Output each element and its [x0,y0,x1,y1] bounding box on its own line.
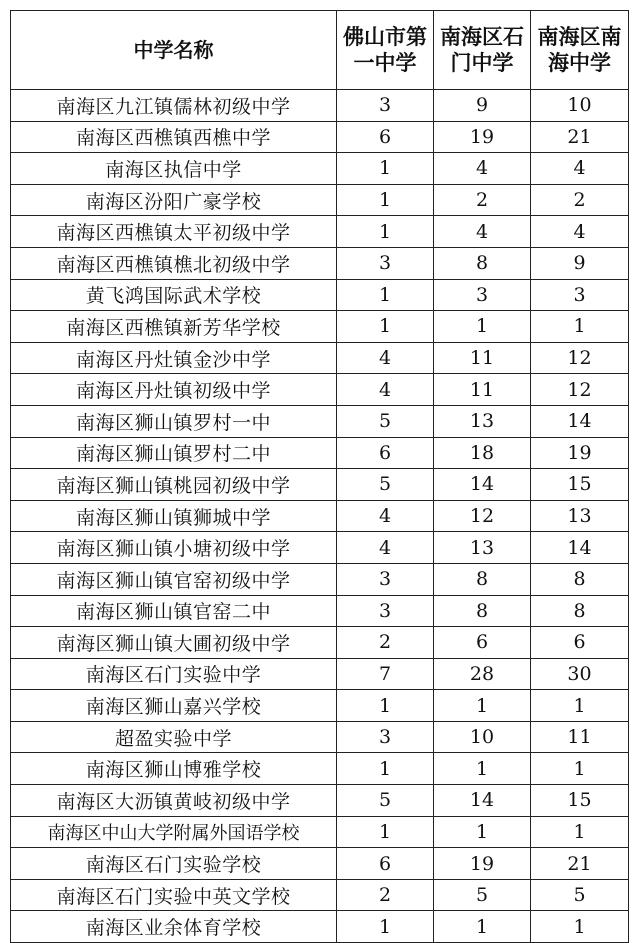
table-body [11,90,629,943]
school-name-cell: 南海区中山大学附属外国语学校 [11,816,337,848]
foshan-no1-count-cell: 1 [337,911,434,943]
header-shimen-line2: 门中学 [450,51,514,75]
school-name-cell: 南海区九江镇儒林初级中学 [11,90,337,122]
header-nanhai-line1: 南海区南 [537,25,622,49]
shimen-count-cell: 1 [434,690,531,722]
nanhai-count-cell: 11 [531,721,629,753]
table-row [11,216,629,248]
shimen-count-cell: 6 [434,627,531,659]
table-row [11,437,629,469]
table-row [11,311,629,343]
nanhai-count-cell: 1 [531,816,629,848]
school-name-cell: 南海区狮山镇罗村二中 [11,437,337,469]
school-name-cell: 南海区狮山镇狮城中学 [11,500,337,532]
table-row [11,500,629,532]
nanhai-count-cell: 1 [531,753,629,785]
nanhai-count-cell: 13 [531,500,629,532]
table-row [11,279,629,311]
shimen-count-cell: 8 [434,247,531,279]
shimen-count-cell: 14 [434,469,531,501]
foshan-no1-count-cell: 3 [337,721,434,753]
nanhai-count-cell: 21 [531,848,629,880]
table-row [11,184,629,216]
shimen-count-cell: 4 [434,153,531,185]
table-row [11,405,629,437]
table-row [11,374,629,406]
table-row [11,563,629,595]
header-nanhai-line2: 海中学 [548,51,611,75]
school-name-cell: 南海区西樵镇西樵中学 [11,121,337,153]
foshan-no1-count-cell: 3 [337,90,434,122]
shimen-count-cell: 13 [434,532,531,564]
shimen-count-cell: 18 [434,437,531,469]
nanhai-count-cell: 6 [531,627,629,659]
nanhai-count-cell: 15 [531,785,629,817]
foshan-no1-count-cell: 2 [337,879,434,911]
foshan-no1-count-cell: 3 [337,563,434,595]
shimen-count-cell: 8 [434,563,531,595]
table-row [11,595,629,627]
nanhai-count-cell: 1 [531,690,629,722]
nanhai-count-cell: 1 [531,311,629,343]
foshan-no1-count-cell: 7 [337,658,434,690]
foshan-no1-count-cell: 5 [337,469,434,501]
shimen-count-cell: 1 [434,311,531,343]
nanhai-count-cell: 8 [531,563,629,595]
shimen-count-cell: 28 [434,658,531,690]
shimen-count-cell: 19 [434,848,531,880]
header-school-name-label: 中学名称 [133,38,214,62]
nanhai-count-cell: 14 [531,532,629,564]
nanhai-count-cell: 4 [531,216,629,248]
allocation-table-container [10,10,628,943]
nanhai-count-cell: 5 [531,879,629,911]
nanhai-count-cell: 12 [531,342,629,374]
school-name-cell: 南海区丹灶镇初级中学 [11,374,337,406]
header-school-name [11,11,337,90]
nanhai-count-cell: 4 [531,153,629,185]
nanhai-count-cell: 9 [531,247,629,279]
school-name-cell: 南海区丹灶镇金沙中学 [11,342,337,374]
school-name-cell: 南海区执信中学 [11,153,337,185]
school-name-cell: 南海区狮山镇大圃初级中学 [11,627,337,659]
table-row [11,879,629,911]
nanhai-count-cell: 12 [531,374,629,406]
school-name-cell: 南海区狮山镇罗村一中 [11,405,337,437]
allocation-table [10,10,629,943]
table-row [11,121,629,153]
foshan-no1-count-cell: 1 [337,690,434,722]
shimen-count-cell: 5 [434,879,531,911]
table-row [11,911,629,943]
foshan-no1-count-cell: 1 [337,816,434,848]
table-row [11,721,629,753]
foshan-no1-count-cell: 4 [337,532,434,564]
school-name-cell: 黄飞鸿国际武术学校 [11,279,337,311]
table-row [11,627,629,659]
school-name-cell: 南海区西樵镇新芳华学校 [11,311,337,343]
table-row [11,816,629,848]
foshan-no1-count-cell: 6 [337,848,434,880]
foshan-no1-count-cell: 4 [337,374,434,406]
shimen-count-cell: 4 [434,216,531,248]
table-row [11,469,629,501]
header-foshan-no1-line1: 佛山市第 [343,25,427,49]
school-name-cell: 南海区石门实验学校 [11,848,337,880]
nanhai-count-cell: 8 [531,595,629,627]
header-row [11,11,629,90]
nanhai-count-cell: 15 [531,469,629,501]
table-row [11,690,629,722]
shimen-count-cell: 11 [434,342,531,374]
shimen-count-cell: 19 [434,121,531,153]
shimen-count-cell: 12 [434,500,531,532]
school-name-cell: 南海区石门实验中学 [11,658,337,690]
shimen-count-cell: 8 [434,595,531,627]
shimen-count-cell: 2 [434,184,531,216]
table-row [11,342,629,374]
foshan-no1-count-cell: 5 [337,405,434,437]
table-row [11,785,629,817]
school-name-cell: 南海区西樵镇樵北初级中学 [11,247,337,279]
foshan-no1-count-cell: 6 [337,437,434,469]
foshan-no1-count-cell: 3 [337,595,434,627]
foshan-no1-count-cell: 4 [337,342,434,374]
foshan-no1-count-cell: 5 [337,785,434,817]
foshan-no1-count-cell: 1 [337,311,434,343]
nanhai-count-cell: 2 [531,184,629,216]
foshan-no1-count-cell: 4 [337,500,434,532]
table-row [11,753,629,785]
foshan-no1-count-cell: 1 [337,153,434,185]
shimen-count-cell: 14 [434,785,531,817]
foshan-no1-count-cell: 2 [337,627,434,659]
school-name-cell: 南海区狮山镇官窑初级中学 [11,563,337,595]
table-header [11,11,629,90]
shimen-count-cell: 3 [434,279,531,311]
table-row [11,658,629,690]
school-name-cell: 南海区大沥镇黄岐初级中学 [11,785,337,817]
header-shimen-line1: 南海区石 [440,25,524,49]
school-name-cell: 南海区狮山镇官窑二中 [11,595,337,627]
school-name-cell: 南海区狮山镇小塘初级中学 [11,532,337,564]
foshan-no1-count-cell: 1 [337,753,434,785]
header-foshan-no1-line2: 一中学 [353,51,417,75]
school-name-cell: 超盈实验中学 [11,721,337,753]
nanhai-count-cell: 30 [531,658,629,690]
school-name-cell: 南海区西樵镇太平初级中学 [11,216,337,248]
foshan-no1-count-cell: 1 [337,216,434,248]
foshan-no1-count-cell: 1 [337,184,434,216]
school-name-cell: 南海区狮山镇桃园初级中学 [11,469,337,501]
shimen-count-cell: 11 [434,374,531,406]
shimen-count-cell: 1 [434,816,531,848]
header-nanhai [531,11,629,90]
table-row [11,90,629,122]
nanhai-count-cell: 3 [531,279,629,311]
foshan-no1-count-cell: 6 [337,121,434,153]
table-row [11,247,629,279]
nanhai-count-cell: 19 [531,437,629,469]
school-name-cell: 南海区狮山嘉兴学校 [11,690,337,722]
nanhai-count-cell: 1 [531,911,629,943]
school-name-cell: 南海区汾阳广豪学校 [11,184,337,216]
header-foshan-no1 [337,11,434,90]
nanhai-count-cell: 14 [531,405,629,437]
shimen-count-cell: 13 [434,405,531,437]
table-row [11,532,629,564]
nanhai-count-cell: 10 [531,90,629,122]
school-name-cell: 南海区业余体育学校 [11,911,337,943]
nanhai-count-cell: 21 [531,121,629,153]
shimen-count-cell: 1 [434,911,531,943]
header-shimen [434,11,531,90]
foshan-no1-count-cell: 1 [337,279,434,311]
school-name-cell: 南海区石门实验中英文学校 [11,879,337,911]
school-name-cell: 南海区狮山博雅学校 [11,753,337,785]
shimen-count-cell: 1 [434,753,531,785]
shimen-count-cell: 9 [434,90,531,122]
table-row [11,153,629,185]
foshan-no1-count-cell: 3 [337,247,434,279]
shimen-count-cell: 10 [434,721,531,753]
table-row [11,848,629,880]
